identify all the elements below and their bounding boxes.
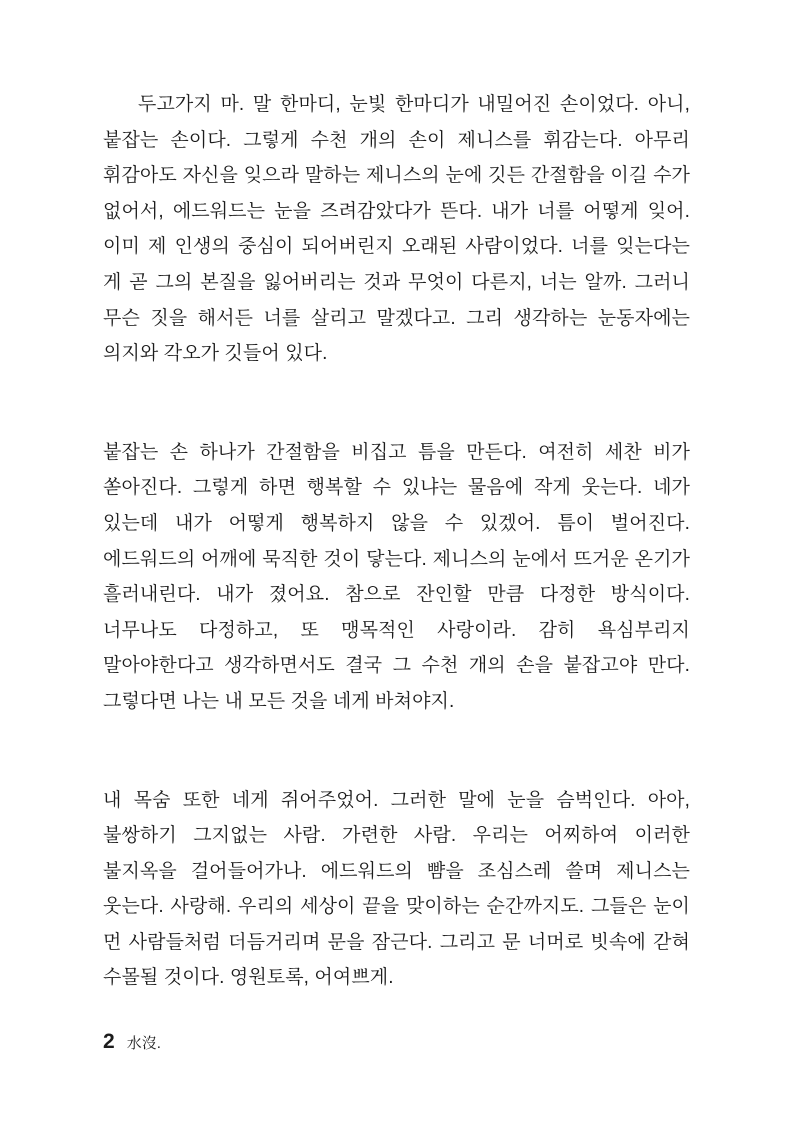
paragraph-2: 붙잡는 손 하나가 간절함을 비집고 틈을 만든다. 여전히 세찬 비가 쏟아진다. 그렇게 하면 행복할 수 있냐는 물음에 작게 웃는다. 네가 있는데 내가 어떻게 행복하지 않을 수 있겠어. 틈이 벌어진다. 에드워드의 어깨에 묵직한 것이 닿는다. 제니스의 눈에서 뜨거운 온기가 흘러내린다. 내가 졌어요. 참으로 잔인할 만큼 다정한 방식이다. 너무나도 다정하고, 또 맹목적인 사랑이라. 감히 욕심부리지 말아야한다고 생각하면서도 결국 그 수천 개의 손을 붙잡고야 만다. 그렇다면 나는 내 모든 것을 네게 바쳐야지. <box>103 441 690 712</box>
footnote-number: 2 <box>103 1030 115 1053</box>
page-content <box>103 87 690 996</box>
footnote <box>103 1031 161 1052</box>
paragraph-3: 내 목숨 또한 네게 쥐어주었어. 그러한 말에 눈을 슴벅인다. 아아, 불쌍하기 그지없는 사람. 가련한 사람. 우리는 어찌하여 이러한 불지옥을 걸어들어가나. 에드워드의 뺨을 조심스레 쓸며 제니스는 웃는다. 사랑해. 우리의 세상이 끝을 맞이하는 순간까지도. 그들은 눈이 먼 사람들처럼 더듬거리며 문을 잠근다. 그리고 문 너머로 빗속에 갇혀 수몰될 것이다. 영원토록, 어여쁘게. <box>103 789 690 989</box>
paragraph-1: 두고가지 마. 말 한마디, 눈빛 한마디가 내밀어진 손이었다. 아니, 붙잡는 손이다. 그렇게 수천 개의 손이 제니스를 휘감는다. 아무리 휘감아도 자신을 잊으라 말하는 제니스의 눈에 깃든 간절함을 이길 수가 없어서, 에드워드는 눈을 즈려감았다가 뜬다. 내가 너를 어떻게 잊어. 이미 제 인생의 중심이 되어버린지 오래된 사람이었다. 너를 잊는다는 게 곧 그의 본질을 잃어버리는 것과 무엇이 다른지, 너는 알까. 그러니 무슨 짓을 해서든 너를 살리고 말겠다고. 그리 생각하는 눈동자에는 의지와 각오가 깃들어 있다. <box>103 94 690 365</box>
footnote-text: 水沒. <box>126 1035 161 1052</box>
